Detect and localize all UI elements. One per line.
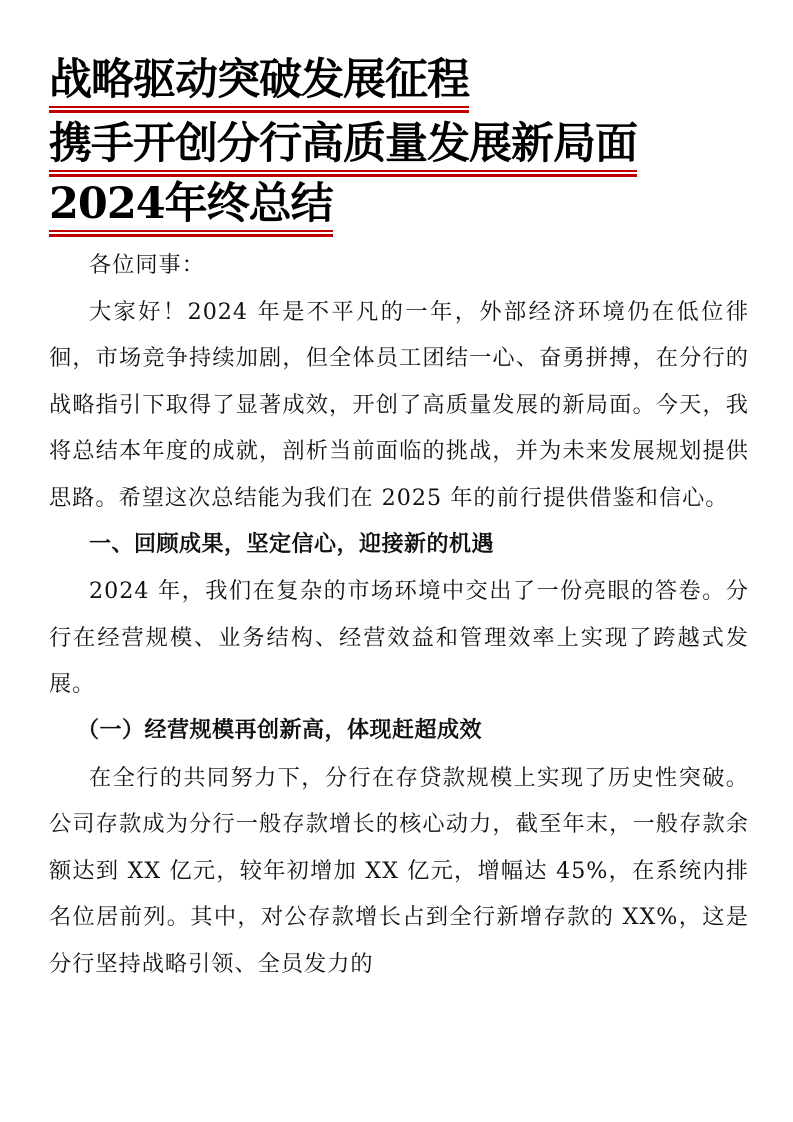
title-line-1	[49, 56, 469, 104]
section-heading-1: 一、回顾成果，坚定信心，迎接新的机遇	[89, 531, 495, 557]
title-text-2: 携手开创分行高质量发展新局面	[49, 119, 637, 169]
title-line-2	[49, 120, 637, 168]
title-underline-thin	[49, 106, 469, 108]
subsection-heading-1: （一）经营规模再创新高，体现赶超成效	[77, 717, 483, 743]
section-1-paragraph: 2024 年，我们在复杂的市场环境中交出了一份亮眼的答卷。分行在经营规模、业务结构、经营效益和管理效率上实现了跨越式发展。	[49, 578, 749, 698]
subsection-1-paragraph: 在全行的共同努力下，分行在存贷款规模上实现了历史性突破。公司存款成为分行一般存款增长的核心动力，截至年末，一般存款余额达到 XX 亿元，较年初增加 XX 亿元，增幅达 45%，在系统内排名位居前列。其中，对公存款增长占到全行新增存款的 XX%，这是分行坚持战略引领、全员发力的	[49, 764, 749, 977]
title-underline-thick	[49, 110, 469, 113]
title-underline-thick	[49, 174, 637, 177]
title-text-1: 战略驱动突破发展征程	[49, 55, 469, 105]
salutation: 各位同事：	[89, 252, 205, 278]
document-body	[49, 242, 749, 988]
title-underline-thin	[49, 230, 333, 232]
title-underline-thick	[49, 234, 333, 237]
title-line-3	[49, 180, 333, 228]
title-text-3: 2024年终总结	[49, 179, 333, 229]
intro-paragraph: 大家好！2024 年是不平凡的一年，外部经济环境仍在低位徘徊，市场竞争持续加剧，但全体员工团结一心、奋勇拼搏，在分行的战略指引下取得了显著成效，开创了高质量发展的新局面。今天，我将总结本年度的成就，剖析当前面临的挑战，并为未来发展规划提供思路。希望这次总结能为我们在 2025 年的前行提供借鉴和信心。	[49, 298, 749, 511]
title-underline-thin	[49, 170, 637, 172]
